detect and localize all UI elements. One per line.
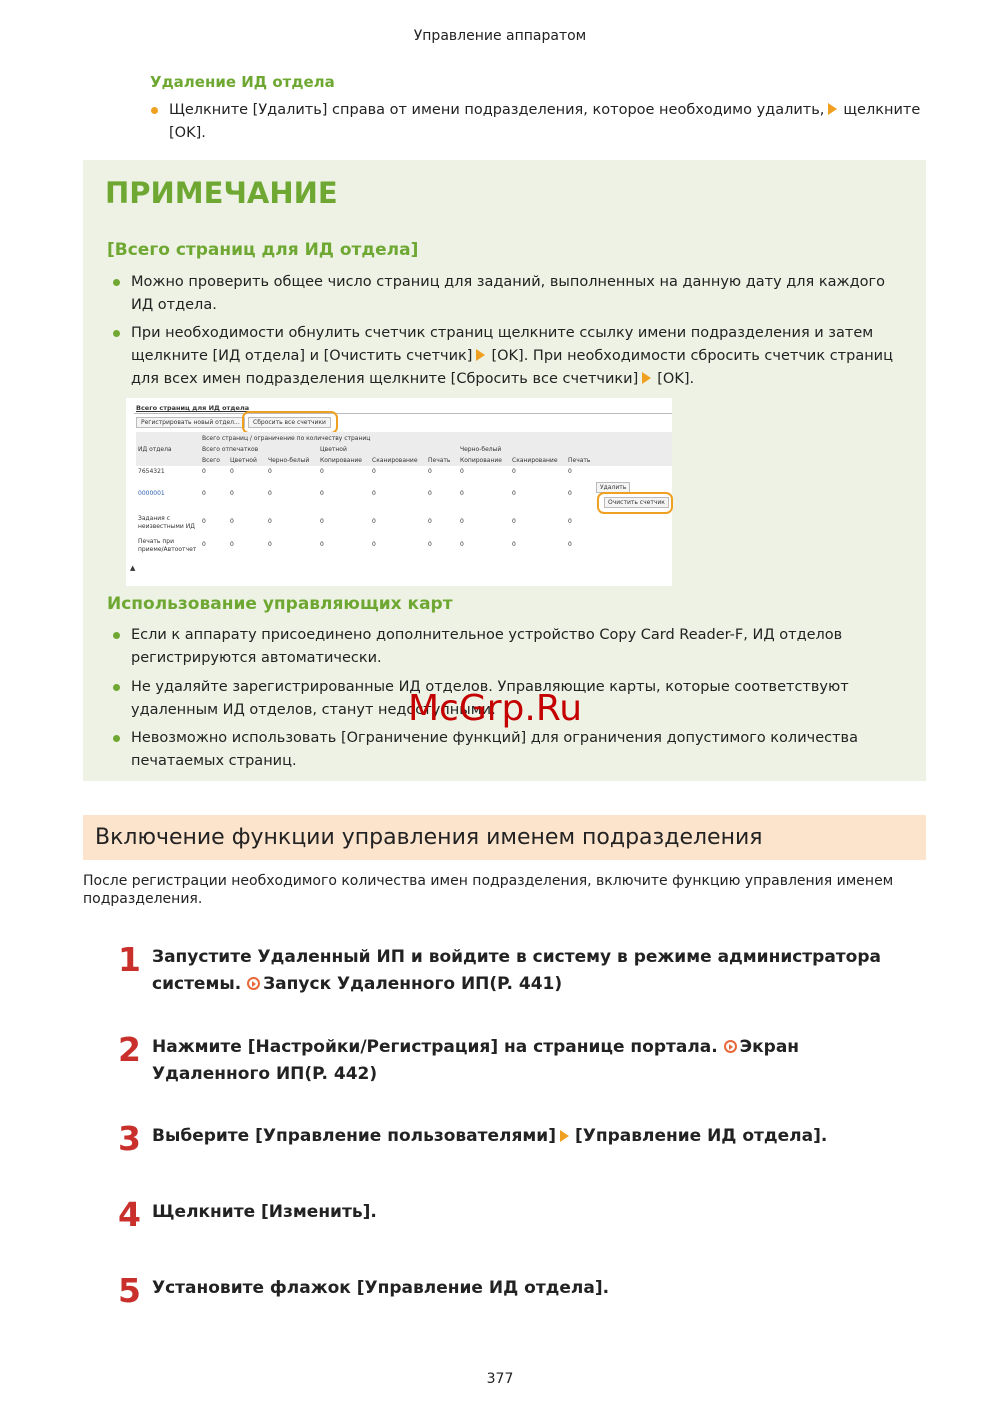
step-3-text: Выберите [Управление пользователями] [Управление ИД отдела]. xyxy=(152,1126,828,1146)
step-number: 1 xyxy=(118,940,141,979)
step-4-text: Щелкните [Изменить]. xyxy=(152,1202,377,1222)
step-number: 3 xyxy=(118,1119,141,1158)
column-header: Копирование xyxy=(460,457,502,464)
col-dept-id: ИД отдела xyxy=(138,446,172,453)
bullet-icon xyxy=(151,107,158,114)
count-cell: 0 xyxy=(512,541,516,548)
count-cell: 0 xyxy=(372,541,376,548)
running-header: Управление аппаратом xyxy=(413,28,587,44)
column-header: Печать xyxy=(428,457,451,464)
count-cell: 0 xyxy=(202,541,206,548)
count-cell: 0 xyxy=(512,468,516,475)
count-cell: 0 xyxy=(512,490,516,497)
step-5-text: Установите флажок [Управление ИД отдела]. xyxy=(152,1278,610,1298)
highlight-ring xyxy=(242,411,338,434)
step-2-text: Нажмите [Настройки/Регистрация] на странице портала. Экран Удаленного ИП(P. 442) xyxy=(152,1037,800,1084)
group-header-printed: Всего отпечатков xyxy=(202,446,259,453)
step-1-link[interactable]: Запуск Удаленного ИП(P. 441) xyxy=(263,974,563,994)
column-header: Сканирование xyxy=(512,457,558,464)
count-cell: 0 xyxy=(372,468,376,475)
column-header: Всего xyxy=(202,457,220,464)
section-title: Включение функции управления именем подразделения xyxy=(95,825,763,850)
count-cell: 0 xyxy=(230,490,234,497)
link-icon xyxy=(724,1040,737,1053)
count-cell: 0 xyxy=(230,541,234,548)
arrow-icon xyxy=(828,103,837,115)
column-header: Черно-белый xyxy=(268,457,310,464)
bullet-icon xyxy=(113,684,120,691)
column-header: Копирование xyxy=(320,457,362,464)
count-cell: 0 xyxy=(268,490,272,497)
watermark: McGrp.Ru xyxy=(408,688,583,729)
count-cell: 0 xyxy=(568,518,572,525)
page-number: 377 xyxy=(486,1371,514,1387)
bullet-icon xyxy=(113,735,120,742)
note-sub1-title: [Всего страниц для ИД отдела] xyxy=(107,240,419,260)
count-cell: 0 xyxy=(230,518,234,525)
step-2-link[interactable]: Экран Удаленного ИП(P. 442) xyxy=(152,1037,800,1084)
count-cell: 0 xyxy=(202,468,206,475)
note-sub1-bullet2: При необходимости обнулить счетчик страниц щелкните ссылку имени подразделения и затем щелкните [ИД отдела] и [Очистить счетчик] [OK]. При необходимости сбросить счетчик страниц для всех имен подразделения щелкните [Сбросить все счетчики] [OK]. xyxy=(131,325,893,387)
count-cell: 0 xyxy=(372,490,376,497)
dept-counter-screenshot xyxy=(126,398,672,586)
count-cell: 0 xyxy=(202,518,206,525)
arrow-icon xyxy=(560,1130,569,1142)
count-cell: 0 xyxy=(268,468,272,475)
delete-subtitle: Удаление ИД отдела xyxy=(150,73,335,91)
step-number: 4 xyxy=(118,1195,141,1234)
column-header: Цветной xyxy=(230,457,257,464)
dept-id-cell: Печать при приеме/Автоотчет xyxy=(138,538,197,553)
arrow-icon xyxy=(642,372,651,384)
step-number: 2 xyxy=(118,1030,141,1069)
count-cell: 0 xyxy=(568,490,572,497)
count-cell: 0 xyxy=(568,541,572,548)
bullet-icon xyxy=(113,279,120,286)
count-cell: 0 xyxy=(460,541,464,548)
dept-id-cell: Задания с неизвестными ИД xyxy=(138,515,195,530)
note-sub2-title: Использование управляющих карт xyxy=(107,594,453,614)
count-cell: 0 xyxy=(320,468,324,475)
section-intro: После регистрации необходимого количества имен подразделения, включите функцию управления именем подразделения. xyxy=(83,873,894,907)
count-cell: 0 xyxy=(320,541,324,548)
arrow-icon xyxy=(476,349,485,361)
shot-divider xyxy=(134,413,672,414)
count-cell: 0 xyxy=(428,490,432,497)
bullet-icon xyxy=(113,632,120,639)
column-header: Сканирование xyxy=(372,457,418,464)
count-cell: 0 xyxy=(320,490,324,497)
count-cell: 0 xyxy=(428,518,432,525)
count-cell: 0 xyxy=(268,518,272,525)
note-sub2-bullet1: Если к аппарату присоединено дополнительное устройство Copy Card Reader-F, ИД отделов регистрируются автоматически. xyxy=(131,627,843,666)
bullet-icon xyxy=(113,330,120,337)
count-cell: 0 xyxy=(428,541,432,548)
count-cell: 0 xyxy=(568,468,572,475)
count-cell: 0 xyxy=(230,468,234,475)
note-sub1-bullet1: Можно проверить общее число страниц для заданий, выполненных на данную дату для каждого ИД отдела. xyxy=(131,274,885,313)
count-cell: 0 xyxy=(372,518,376,525)
note-sub2-bullet2: Не удаляйте зарегистрированные ИД отделов. Управляющие карты, которые соответствуют удаленным ИД отделов, станут недоступными. xyxy=(131,679,849,718)
group-header-color: Цветной xyxy=(320,446,347,453)
register-dept-button[interactable]: Регистрировать новый отдел... xyxy=(136,417,245,428)
group-header-bw: Черно-белый xyxy=(460,446,502,453)
column-header: Печать xyxy=(568,457,591,464)
clear-counter-button[interactable]: Очистить счетчик xyxy=(604,497,669,508)
shot-title: Всего страниц для ИД отдела xyxy=(136,404,250,412)
step-1-text: Запустите Удаленный ИП и войдите в систему в режиме администратора системы. Запуск Удаленного ИП(P. 441) xyxy=(152,947,881,994)
count-cell: 0 xyxy=(320,518,324,525)
count-cell: 0 xyxy=(268,541,272,548)
group-header-total: Всего страниц / ограничение по количеству страниц xyxy=(202,435,371,442)
count-cell: 0 xyxy=(460,518,464,525)
delete-dept-button[interactable]: Удалить xyxy=(596,482,630,493)
note-sub2-bullet3: Невозможно использовать [Ограничение функций] для ограничения допустимого количества печатаемых страниц. xyxy=(131,730,858,769)
count-cell: 0 xyxy=(428,468,432,475)
count-cell: 0 xyxy=(512,518,516,525)
delete-instruction: Щелкните [Удалить] справа от имени подразделения, которое необходимо удалить, щелкните [OK]. xyxy=(169,102,921,141)
count-cell: 0 xyxy=(460,490,464,497)
note-heading: ПРИМЕЧАНИЕ xyxy=(105,176,338,210)
highlight-ring xyxy=(597,492,673,514)
scroll-top-icon[interactable]: ▲ xyxy=(130,564,136,572)
count-cell: 0 xyxy=(202,490,206,497)
dept-id-cell[interactable]: 0000001 xyxy=(138,490,165,497)
reset-all-counters-button[interactable]: Сбросить все счетчики xyxy=(248,417,331,428)
step-number: 5 xyxy=(118,1271,141,1310)
link-icon xyxy=(247,977,260,990)
count-cell: 0 xyxy=(460,468,464,475)
dept-id-cell: 7654321 xyxy=(138,468,165,475)
